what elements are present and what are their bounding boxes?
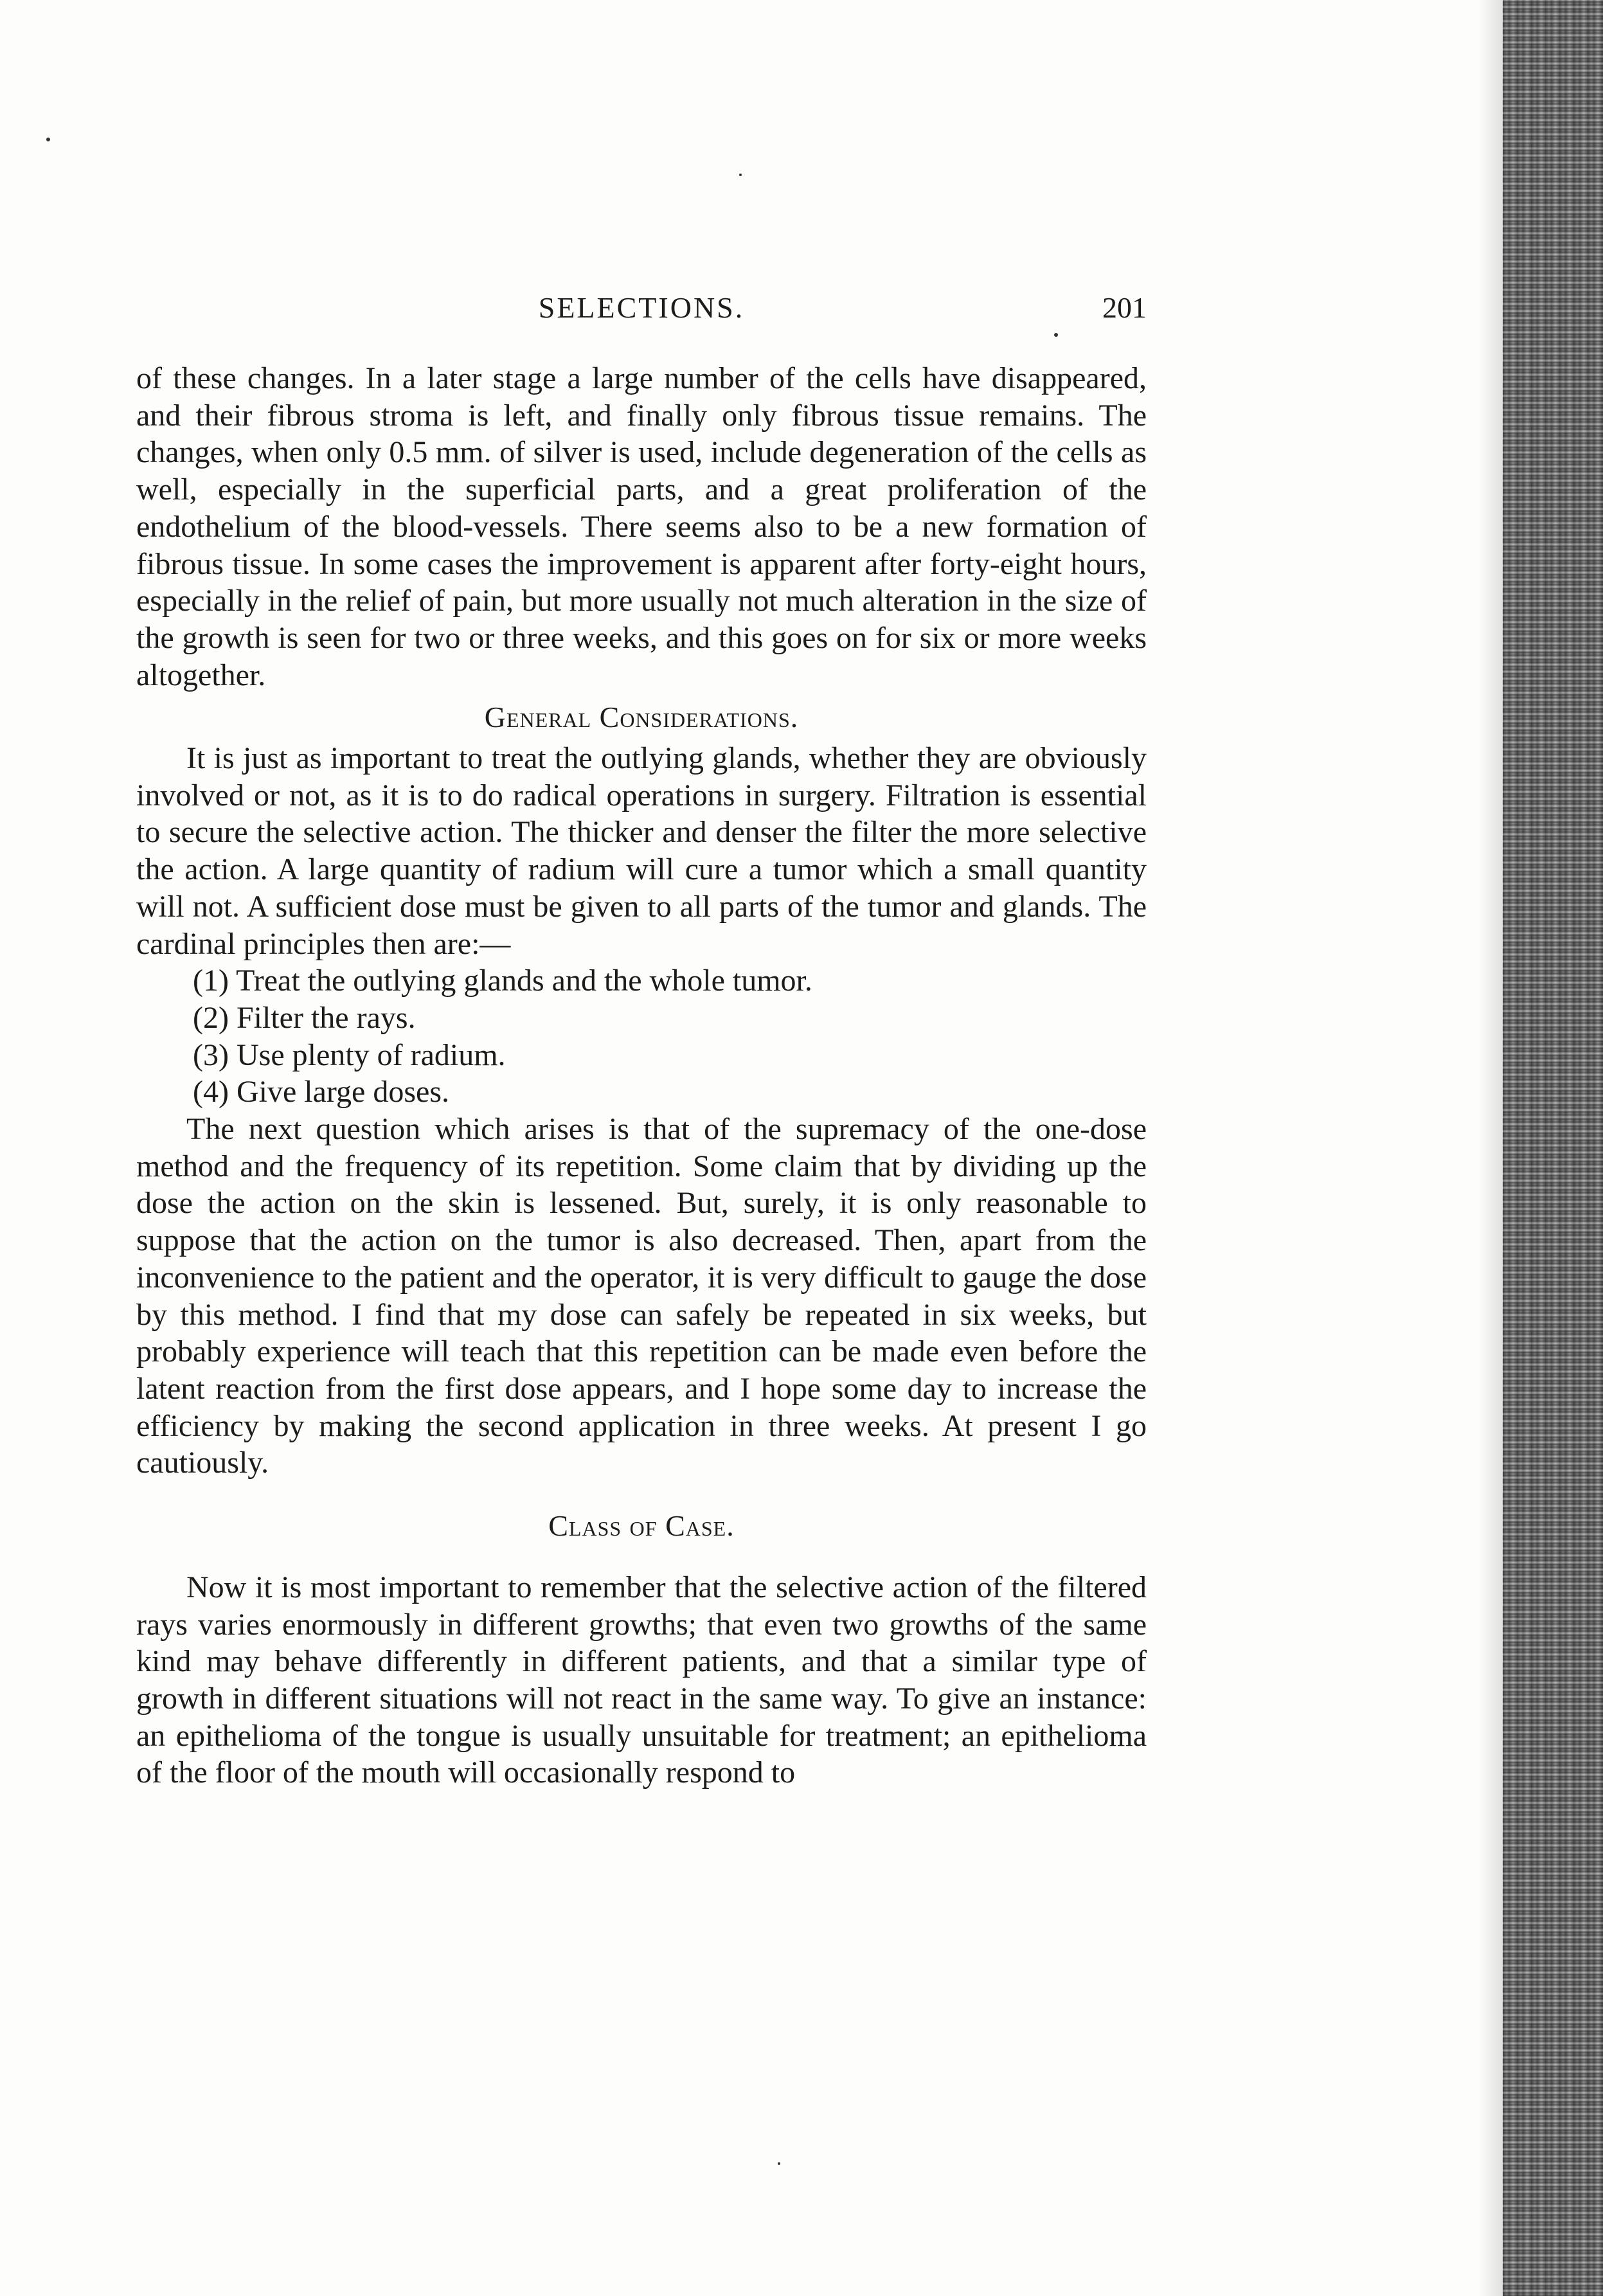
running-title: SELECTIONS.: [538, 291, 745, 324]
paragraph-next-question: The next question which arises is that of the supremacy of the one-dose method and the frequency of its repetition. Some claim that by dividing up the dose the action on the skin is lessened. But, surely, it is only reasonable to suppose that the action on the tumor is also decreased. Then, apart from the inconvenience to the patient and the operator, it is very difficult to gauge the dose by this method. I find that my dose can safely be repeated in six weeks, but probably experience will teach that this repetition can be made even before the latent reaction from the first dose appears, and I hope some day to increase the efficiency by making the second application in three weeks. At present I go cautiously.: [136, 1112, 1147, 1480]
paragraph-general-considerations: It is just as important to treat the outlying glands, whether they are obviously involved or not, as it is to do radical operations in surgery. Filtration is essential to secure the selective action. The thicker and denser the filter the more selective the action. A large quantity of radium will cure a tumor which a small quantity will not. A sufficient dose must be given to all parts of the tumor and glands. The cardinal principles then are:—: [136, 741, 1147, 961]
section-heading-class-of-case: Class of Case.: [548, 1509, 735, 1543]
scan-speck: [778, 2162, 780, 2165]
scan-speck: [46, 138, 50, 141]
body-text: [136, 360, 1147, 1791]
principle-item: (3) Use plenty of radium.: [193, 1037, 506, 1072]
paragraph-class-of-case: Now it is most important to remember that the selective action of the filtered rays varies enormously in different growths; that even two growths of the same kind may behave differently in different patients, and that a similar type of growth in different situations will not react in the same way. To give an instance: an epithelioma of the tongue is usually unsuitable for treatment; an epithelioma of the floor of the mouth will occasionally respond to: [136, 1570, 1147, 1790]
section-heading-general-considerations: General Considerations.: [484, 701, 799, 734]
paragraph-opening: of these changes. In a later stage a large number of the cells have disappeared, and their fibrous stroma is left, and finally only fibrous tissue remains. The changes, when only 0.5 mm. of silver is used, include degeneration of the cells as well, especially in the superficial parts, and a great proliferation of the endothelium of the blood-vessels. There seems also to be a new formation of fibrous tissue. In some cases the improvement is apparent after forty-eight hours, especially in the relief of pain, but more usually not much alteration in the size of the growth is seen for two or three weeks, and this goes on for six or more weeks altogether.: [136, 361, 1147, 692]
book-binding-edge: [1503, 0, 1603, 2296]
principle-item: (2) Filter the rays.: [193, 1000, 416, 1035]
principle-item: (4) Give large doses.: [193, 1075, 449, 1109]
binding-shadow: [1478, 0, 1504, 2296]
principles-list: [136, 962, 1147, 1111]
page-number: 201: [1102, 291, 1147, 324]
scan-speck: [739, 174, 742, 176]
running-head: [136, 291, 1147, 336]
principle-item: (1) Treat the outlying glands and the whole tumor.: [193, 964, 812, 998]
